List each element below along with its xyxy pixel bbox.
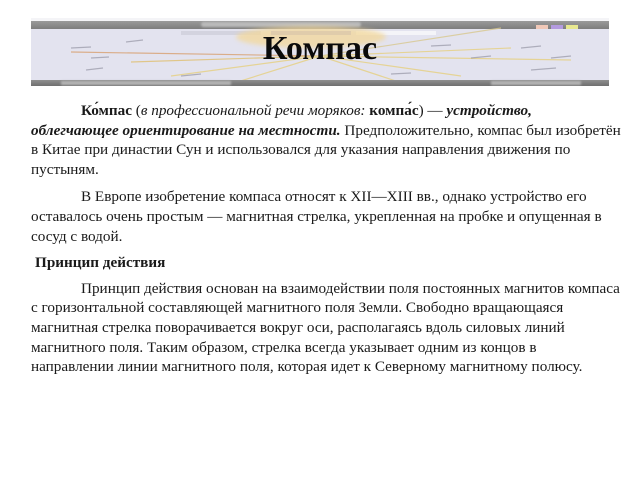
banner-bottom-bar xyxy=(31,80,609,86)
page-title: Компас xyxy=(262,30,378,67)
intro-paragraph: Ко́мпас (в профессиональной речи моряков: компа́с) — устройство, облегчающее ориентирование на местности. Предположительно, компас был изобретён в Китае при династии Сун и использовался для указания направления движения по пустыням. xyxy=(31,102,621,178)
definition: устройство, облегчающее ориентирование на местности. xyxy=(31,102,532,139)
intro-rest: Предположительно, компас был изобретён в Китае при династии Сун и использовался для указания направления движения по пустыням. xyxy=(31,121,621,178)
section-heading-principle: Принцип действия xyxy=(35,254,166,272)
usage-note: в профессиональной речи моряков: xyxy=(140,102,366,119)
article-body xyxy=(31,101,621,377)
term-variant: компа́с xyxy=(369,102,419,119)
europe-paragraph: В Европе изобретение компаса относят к XII—XIII вв., однако устройство его оставалось очень простым — магнитная стрелка, укрепленная на пробке и опущенная в сосуд с водой. xyxy=(31,188,602,245)
term: Ко́мпас xyxy=(81,102,132,119)
principle-paragraph: Принцип действия основан на взаимодействии поля постоянных магнитов компаса с горизонтальной составляющей магнитного поля Земли. Свободно вращающаяся магнитная стрелка поворачивается вокруг оси, располагаясь вдоль силовых линий магнитного поля. Таким образом, стрелка всегда указывает одним из концов в направлении линии магнитного поля, которая идет к Северному магнитному полюсу. xyxy=(31,279,620,376)
header-banner-image xyxy=(31,18,609,86)
